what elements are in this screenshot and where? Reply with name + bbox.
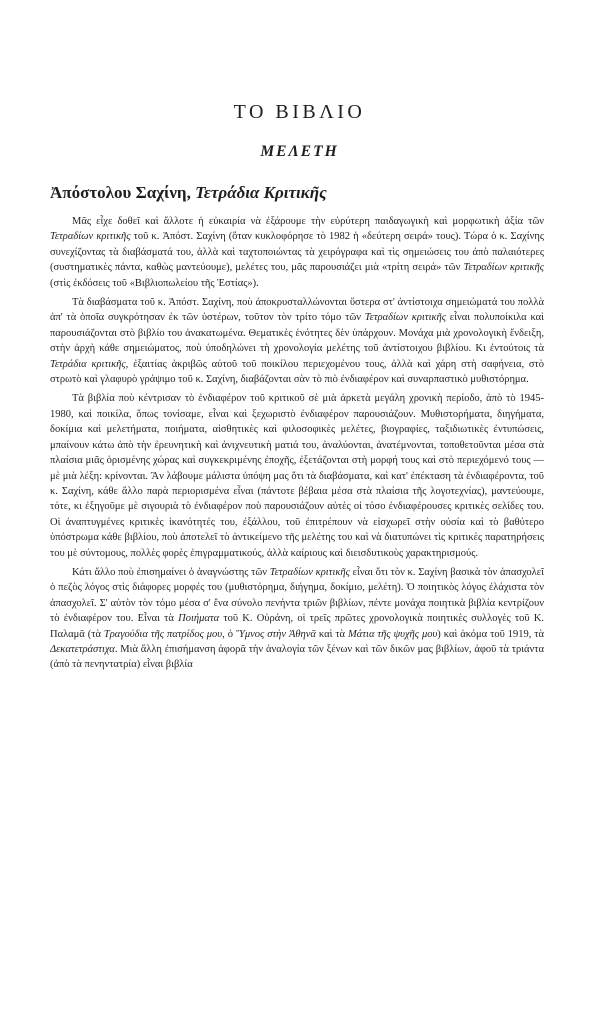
paragraph-text: Τὰ διαβάσματα τοῦ κ. Ἀπόστ. Σαχίνη, ποὺ ἀποκρυσταλλώνονται ὕστερα στ' ἀντίστοιχα σημειώματά του πολλὰ ἀπ' τὰ ὁποῖα συγκρότησαν ἐκ τῶν ὑστέρων, τοῦτον τὸν τρίτο τόμο τῶν [50,297,544,324]
paragraph-text: Τὰ βιβλία ποὺ κέντρισαν τὸ ἐνδιαφέρον τοῦ κριτικοῦ σὲ μιὰ ἀρκετὰ μεγάλη χρονικὴ περίοδο, ἀπὸ τὸ 1945-1980, καὶ ποικίλα, ὅπως τονίσαμε, εἶναι καὶ ξεχωριστὸ ἐνδιαφέρον παρουσιάζουν. Μυθιστορήματα, διηγήματα, δοκίμια καὶ μελετήματα, ποιήματα, αἰσθητικὲς καὶ φιλοσοφικὲς μελέτες, βιογραφίες, ταξιδιωτικὲς ἐντυπώσεις, μπαίνουν κάτω ἀπὸ τὴν ἐρευνητικὴ καὶ ἀνιχνευτικὴ ματιά του, ἀναλύονται, ἀνατέμνονται, τοποθετοῦνται μέσα στὰ πλαίσια μιᾶς ὁρισμένης χώρας καὶ συγκεκριμένης ἐποχῆς, ἐξετάζονται στὴ μορφή τους καὶ στὸ περιεχόμενό τους — μὲ μιὰ λέξη: κρίνονται. Ἂν λάβουμε μάλιστα ὑπόψη μας ὅτι τὰ διαβάσματα, καὶ κατ' ἐπέκταση τὰ ἐνδιαφέροντα, τοῦ κ. Σαχίνη, κάθε ἄλλο παρὰ περιορισμένα εἶναι (πάντοτε βέβαια μέσα στὰ πλαίσια τῆς λογοτεχνίας), μαντεύουμε, τότε, κι ἐξηγοῦμε μὲ σιγουριὰ τὸ ἐνδιαφέρον ποὺ παρουσιάζουν αὐτὲς οἱ τόσο ἐνδιαφέρουσες κριτικὲς σελίδες του. Οἱ ἀναπτυγμένες κριτικὲς ἱκανότητές του, ἐξάλλου, τοῦ ἐπιτρέπουν νὰ εἰσχωρεῖ στὴν οὐσία καὶ τὸ βαθύτερο ὑπόστρωμα κάθε βιβλίου, ποὺ ἀποτελεῖ τὸ ἀντικείμενο τῆς μελέτης του καὶ νὰ διατυπώνει τὶς κριτικὲς παρατηρήσεις του μὲ σύντομους, πολλὲς φορὲς ἐπιγραμματικούς, ἀλλὰ καίριους καὶ διεισδυτικοὺς χαρακτηρισμούς. [50,393,544,559]
paragraph-text: τοῦ κ. Ἀπόστ. Σαχίνη (ὅταν κυκλοφόρησε τὸ 1982 ἡ «δεύτερη σειρά» τους). Τώρα ὁ κ. Σαχίνης συνεχίζοντας τὰ διαβάσματά του, ἀλλὰ καὶ ταχτοποιώντας τὰ χειρόγραφα καὶ τὶς σημειώσεις του ἀπὸ παλαιότερες (συστηματικὲς πάντα, καθὼς μαντεύουμε), μελέτες του, μᾶς παρουσιάζει μιὰ «τρίτη σειρά» τῶν [50,231,544,274]
italic-title-text: Τετράδια κριτικῆς [50,358,126,370]
body-paragraph [50,295,544,387]
italic-title-text: Δεκατετράστιχα [50,643,115,655]
body-paragraph [50,214,544,291]
article-work-title: Τετράδια Κριτικῆς [195,183,327,202]
paragraph-text: (στὶς ἐκδόσεις τοῦ «Βιβλιοπωλείου τῆς Ἑστίας»). [50,277,259,289]
italic-title-text: Τραγούδια τῆς πατρίδος μου [103,628,223,640]
section-heading: ΤΟ ΒΙΒΛΙΟ [233,101,366,123]
paragraph-text: εἶναι πολυποίκιλα καὶ παρουσιάζονται στὸ βιβλίο του ἀνακατωμένα. Θεματικὲς ἑνότητες δὲν ὑπάρχουν. Μονάχα μιὰ χρονολογικὴ ἔνδειξη, στὴν ἀρχὴ κάθε σημειώματος, ποὺ ὑποδηλώνει τὴ χρονολογία μελέτης τοῦ ἀντίστοιχου βιβλίου. Κι ἐντούτοις τὰ [50,312,544,355]
article-title [50,183,327,203]
italic-title-text: Τετραδίων κριτικῆς [364,312,446,324]
section-subheading: ΜΕΛΕΤΗ [260,143,339,160]
body-paragraph [50,565,544,673]
paragraph-text: ) καὶ ἀκόμα τοῦ 1919, τὰ [437,628,545,640]
paragraph-text: , ὁ [222,628,236,640]
italic-title-text: Ποιήματα [178,613,220,625]
article-body [50,214,544,673]
italic-title-text: Μάτια τῆς ψυχῆς μου [348,628,438,640]
body-paragraph [50,391,544,560]
article-author: Ἀπόστολου Σαχίνη, [50,183,191,202]
italic-title-text: Τετραδίων κριτικῆς [50,231,131,243]
paragraph-text: Κάτι ἄλλο ποὺ ἐπισημαίνει ὁ ἀναγνώστης τῶν [72,566,270,578]
paragraph-text: , ἐξαιτίας ἀκριβῶς αὐτοῦ τοῦ ποικίλου περιεχομένου τους, ἀλλὰ καὶ χάρη στὴ σαφήνεια, στὸ στρωτὸ καὶ γλαφυρὸ γράψιμο τοῦ κ. Σαχίνη, διαβάζονται σὰν τὸ πιὸ ἐνδιαφέρον καὶ συναρπαστικὸ μυθιστόρημα. [50,358,545,386]
paragraph-text: . Μιὰ ἄλλη ἐπισήμανση ἀφορᾶ τὴν ἀναλογία τῶν ξένων καὶ τῶν δικῶν μας βιβλίων, ἀφοῦ τὰ τριάντα (ἀπὸ τὰ πενηντατρία) εἶναι βιβλία [50,643,544,671]
italic-title-text: Ὕμνος στὴν Ἀθηνᾶ [235,628,316,640]
italic-title-text: Τετραδίων κριτικῆς [463,262,545,274]
paragraph-text: καὶ τὰ [315,628,349,640]
paragraph-text: Μᾶς εἶχε δοθεῖ καὶ ἄλλοτε ἡ εὐκαιρία νὰ ἐξάρουμε τὴν εὐρύτερη παιδαγωγικὴ καὶ μορφωτικὴ ἀξία τῶν [72,216,544,227]
paragraph-text: τοῦ Κ. Οὐράνη, οἱ τρεῖς πρῶτες χρονολογικὰ ποιητικὲς συλλογὲς τοῦ Κ. Παλαμᾶ (τὰ [50,613,544,640]
paragraph-text: εἶναι ὅτι τὸν κ. Σαχίνη βασικὰ τὸν ἀπασχολεῖ ὁ πεζὸς λόγος στὶς διάφορες μορφές του (μυθιστόρημα, διήγημα, δοκίμιο, μελέτη). Ὁ ποιητικὸς λόγος ἐλάχιστα τὸν ἀπασχολεῖ. Σ' αὐτὸν τὸν τόμο μέσα σ' ἕνα σύνολο πενήντα τριῶν βιβλίων, πέντε μονάχα ποιητικὰ βιβλία κεντρίζουν τὸ ἐνδιαφέρον του. Εἶναι τὰ [50,566,544,625]
italic-title-text: Τετραδίων κριτικῆς [269,566,350,578]
